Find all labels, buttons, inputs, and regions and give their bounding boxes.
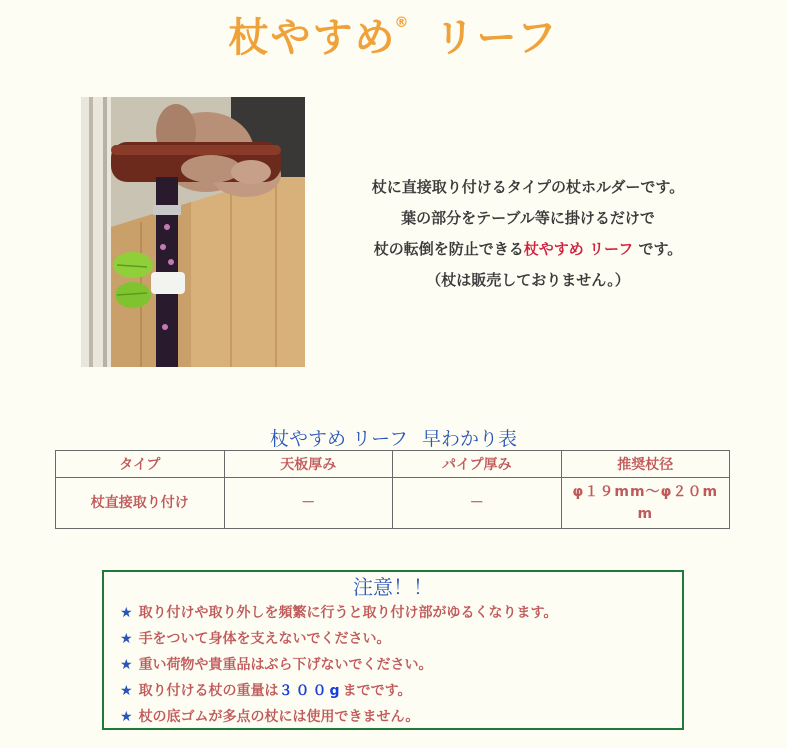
list-item	[120, 704, 682, 730]
header-recommended-diameter: 推奨杖径	[561, 451, 730, 478]
description-line-3-end: です。	[633, 240, 683, 258]
header-tabletop-thickness: 天板厚み	[224, 451, 393, 478]
caution-title: 注意！！	[353, 575, 433, 599]
caution-text: 重い荷物や貴重品はぶら下げないでください。	[138, 657, 433, 673]
star-icon: ★	[120, 605, 133, 621]
description-line-2: 葉の部分をテーブル等に掛けるだけで	[401, 209, 655, 227]
cell-tabletop-thickness: －	[224, 478, 393, 529]
description-line-3-start: 杖の転倒を防止できる	[373, 240, 524, 258]
header-pipe-thickness: パイプ厚み	[393, 451, 562, 478]
star-icon: ★	[120, 631, 133, 647]
product-description	[318, 172, 738, 296]
star-icon: ★	[120, 657, 133, 673]
registered-mark: ®	[394, 15, 411, 31]
list-item	[120, 600, 682, 626]
page-title	[0, 6, 787, 63]
table-title	[0, 424, 787, 451]
description-line-3	[318, 234, 738, 265]
table-header-row	[56, 451, 730, 478]
caution-box	[102, 570, 684, 730]
cell-pipe-thickness: －	[393, 478, 562, 529]
list-item	[120, 626, 682, 652]
product-name-highlight: 杖やすめ リーフ	[523, 240, 634, 258]
description-line-1: 杖に直接取り付けるタイプの杖ホルダーです。	[371, 178, 685, 196]
product-photo	[81, 97, 305, 367]
list-item	[120, 678, 682, 704]
description-line-4: （杖は販売しておりません。）	[426, 271, 630, 289]
caution-text: 取り付けや取り外しを頻繁に行うと取り付け部がゆるくなります。	[138, 605, 558, 621]
caution-text-end: までです。	[342, 683, 412, 699]
header-type: タイプ	[56, 451, 225, 478]
table-title-label: 早わかり表	[422, 428, 518, 450]
list-item	[120, 652, 682, 678]
table-title-product: 杖やすめ リーフ	[269, 428, 409, 450]
caution-text-start: 取り付ける杖の重量は	[138, 683, 279, 699]
caution-text: 杖の底ゴムが多点の杖には使用できません。	[138, 709, 420, 725]
product-photo-illustration	[81, 97, 305, 367]
title-sub: リーフ	[434, 15, 559, 61]
caution-list	[104, 600, 682, 730]
table-row	[56, 478, 730, 529]
cell-recommended-diameter: φ１９mm～φ２０mm	[561, 478, 730, 529]
star-icon: ★	[120, 683, 133, 699]
caution-text: 手をついて身体を支えないでください。	[138, 631, 391, 647]
max-weight-value: ３００g	[278, 683, 343, 699]
spec-table	[55, 450, 730, 529]
cell-type: 杖直接取り付け	[56, 478, 225, 529]
title-main: 杖やすめ	[228, 15, 397, 61]
star-icon: ★	[120, 709, 133, 725]
